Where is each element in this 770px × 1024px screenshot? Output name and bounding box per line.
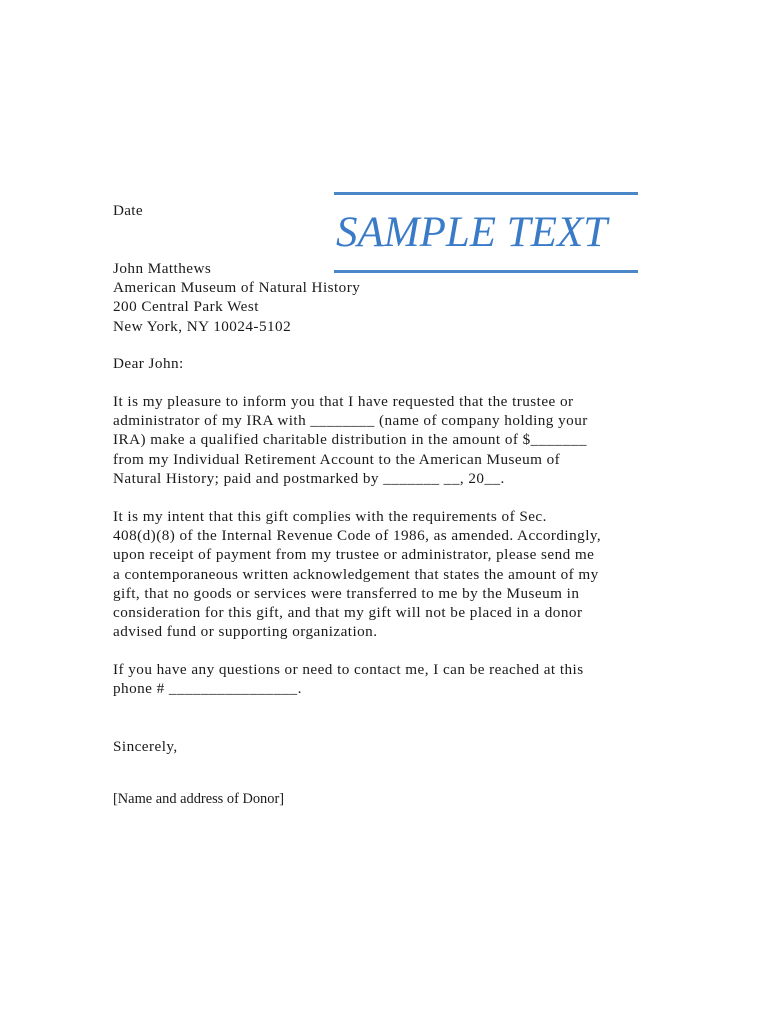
paragraph-line: It is my pleasure to inform you that I have requested that the trustee or	[113, 393, 574, 410]
paragraph-line: IRA) make a qualified charitable distribution in the amount of $_______	[113, 431, 587, 449]
recipient-organization: American Museum of Natural History	[113, 279, 361, 297]
paragraph-line: phone # ________________.	[113, 680, 302, 698]
paragraph-contact	[113, 660, 584, 698]
paragraph-intent	[113, 507, 601, 641]
paragraph-line: Natural History; paid and postmarked by _______ __, 20__.	[113, 469, 505, 487]
letter-date: Date	[113, 202, 143, 219]
watermark-top-rule	[334, 192, 638, 195]
paragraph-line: administrator of my IRA with ________ (name of company holding your	[113, 412, 588, 430]
paragraph-ira-request	[113, 392, 588, 488]
paragraph-line: from my Individual Retirement Account to the American Museum of	[113, 450, 561, 468]
paragraph-line: upon receipt of payment from my trustee or administrator, please send me	[113, 546, 595, 564]
paragraph-line: 408(d)(8) of the Internal Revenue Code of 1986, as amended. Accordingly,	[113, 527, 602, 545]
paragraph-line: consideration for this gift, and that my gift will not be placed in a donor	[113, 604, 583, 622]
signer-placeholder: [Name and address of Donor]	[113, 791, 285, 807]
closing: Sincerely,	[113, 738, 178, 755]
sample-text-label: SAMPLE TEXT	[336, 209, 608, 256]
paragraph-line: advised fund or supporting organization.	[113, 623, 378, 641]
watermark-bottom-rule	[334, 270, 638, 273]
recipient-address	[113, 259, 360, 336]
salutation: Dear John:	[113, 355, 184, 372]
paragraph-line: It is my intent that this gift complies with the requirements of Sec.	[113, 508, 547, 525]
paragraph-line: gift, that no goods or services were transferred to me by the Museum in	[113, 584, 580, 602]
paragraph-line: If you have any questions or need to contact me, I can be reached at this	[113, 661, 584, 678]
recipient-name: John Matthews	[113, 260, 212, 277]
recipient-city: New York, NY 10024-5102	[113, 317, 292, 335]
recipient-street: 200 Central Park West	[113, 298, 259, 316]
paragraph-line: a contemporaneous written acknowledgement that states the amount of my	[113, 565, 599, 583]
sample-text-watermark	[334, 192, 638, 274]
